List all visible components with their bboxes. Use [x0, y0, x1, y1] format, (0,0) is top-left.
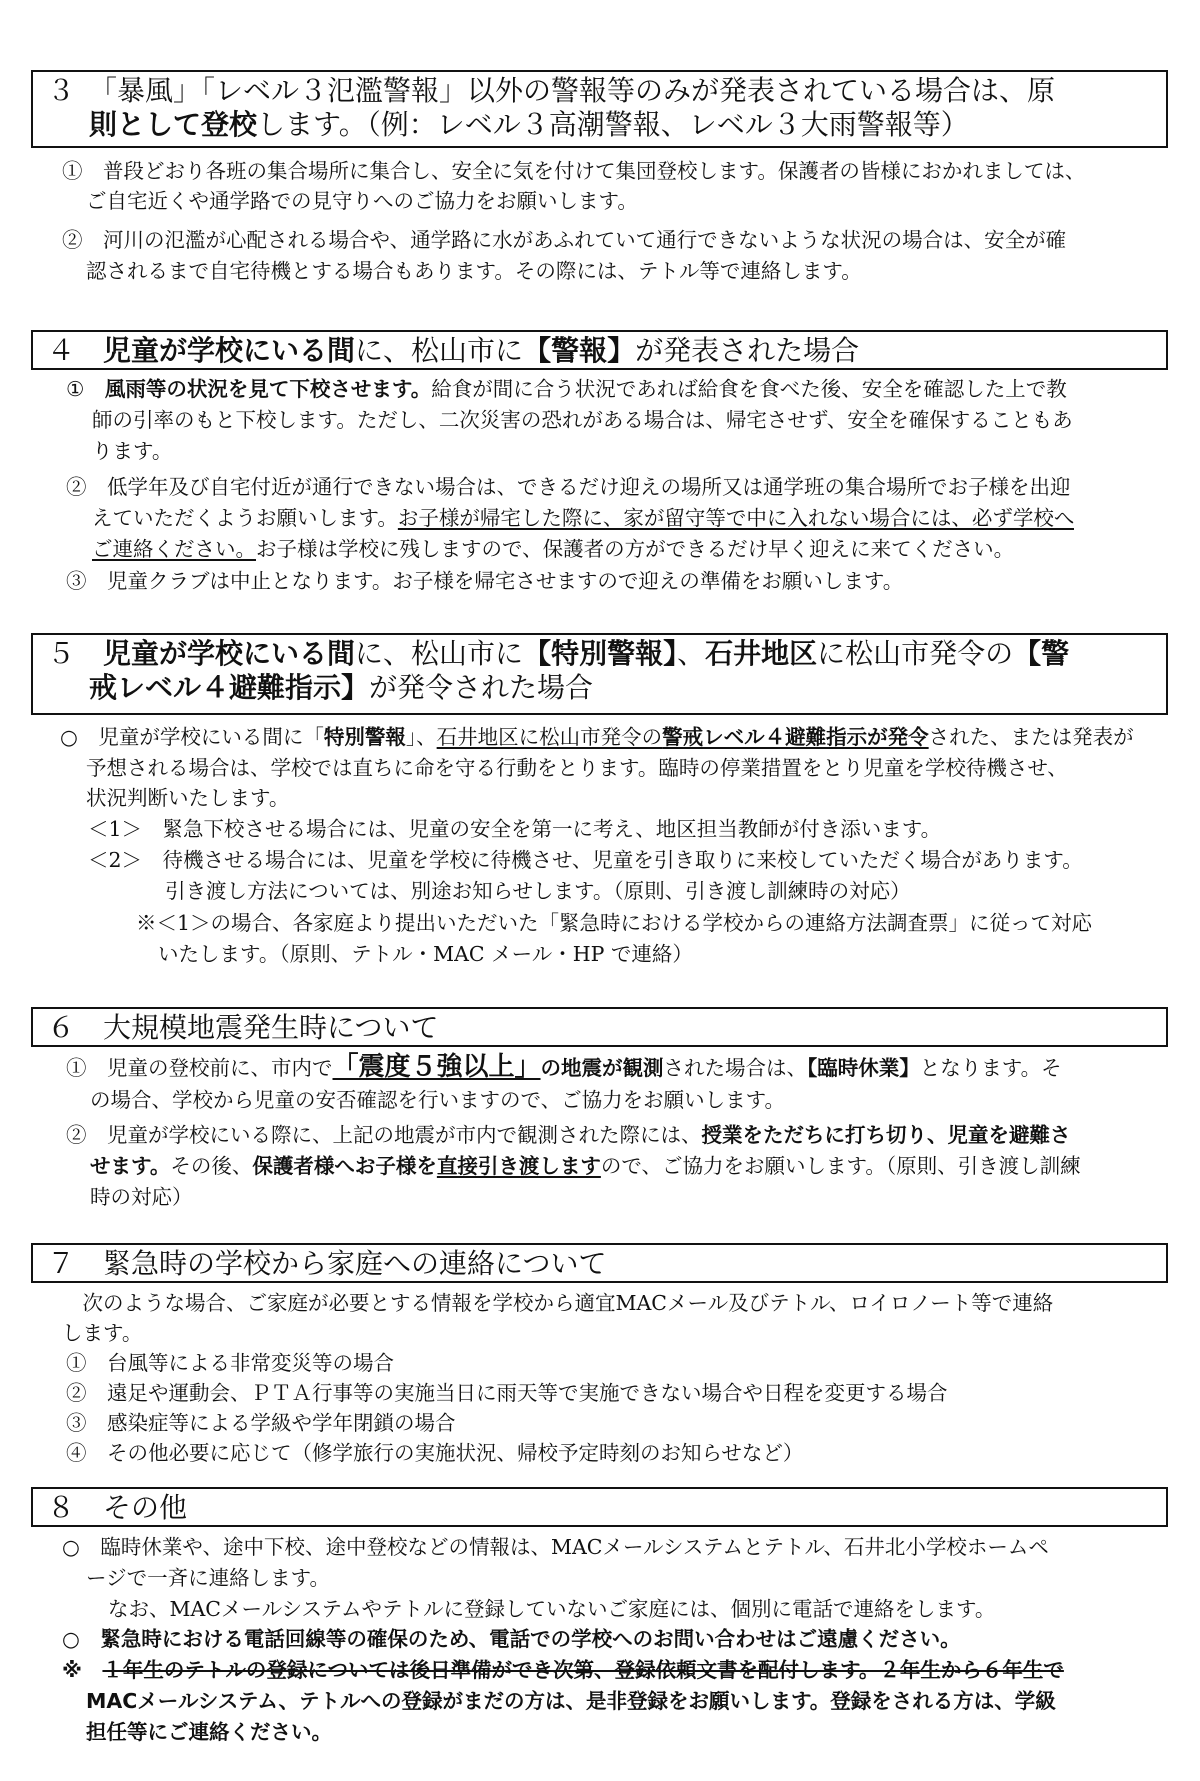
section-6-evacuate-bold-end: せます。: [90, 1154, 171, 1178]
section-5-item-line-2: 予想される場合は、学校では直ちに命を守る行動をとります。臨時の停業措置をとり児童を学校待機させ、: [86, 756, 1068, 780]
section-8-item-2: ○ 緊急時における電話回線等の確保のため、電話での学校へのお問い合わせはご遠慮ください。: [62, 1627, 961, 1651]
section-8-struck-text: １年生のテトルの登録については後日準備ができ次第、登録依頼文書を配付します。２年生から６年生で: [102, 1658, 1064, 1682]
section-4-heading-text-1: に、松山市に: [355, 334, 524, 367]
section-4-heading-line: [47, 334, 1156, 368]
section-7-list-item: ① 台風等による非常変災等の場合: [66, 1351, 394, 1375]
section-5-heading-bold-5: 戒レベル４避難指示】: [89, 671, 370, 704]
section-5-text-2: 」、: [405, 725, 437, 749]
section-4-item-2-text: えていただくようお願いします。: [92, 506, 398, 530]
section-5-heading: [31, 633, 1168, 715]
section-4-item-2-underlined: お子様が帰宅した際に、家が留守等で中に入れない場合には、必ず学校へ: [397, 506, 1075, 530]
section-6-direct-handover-underlined: 直接引き渡します: [436, 1154, 601, 1178]
section-7-list-item: ③ 感染症等による学級や学年閉鎖の場合: [66, 1411, 456, 1435]
section-6-item-1-line-1: [66, 1050, 1062, 1084]
section-6-item-2-line-3: 時の対応）: [90, 1185, 193, 1209]
section-6-intensity-highlight: 「震度５強以上」: [332, 1052, 541, 1082]
section-4-item-2-line-2: [92, 503, 1074, 533]
section-6-observed-bold: の地震が観測: [540, 1056, 664, 1080]
section-4-item-1-line-2: 師の引率のもと下校します。ただし、二次災害の恐れがある場合は、帰宅させず、安全を確保することもあ: [92, 408, 1073, 432]
section-7-intro-line-2: します。: [62, 1321, 143, 1345]
section-6-text-4: ② 児童が学校にいる際に、上記の地震が市内で観測された際には、: [66, 1123, 702, 1147]
section-4-item-1-bold: 風雨等の状況を見て下校させます。: [104, 377, 432, 401]
section-3-item-1-line-1: ① 普段どおり各班の集合場所に集合し、安全に気を付けて集団登校します。保護者の皆様におかれましては、: [62, 159, 1086, 183]
section-3-heading-line-2: [47, 108, 1156, 142]
section-4-item-2-underlined-end: ご連絡ください。: [92, 537, 256, 561]
section-5-subitem-1: ＜1＞ 緊急下校させる場合には、児童の安全を第一に考え、地区担当教師が付き添います。: [88, 817, 942, 841]
section-5-heading-text-3: が発令された場合: [369, 671, 594, 704]
section-6-title: 大規模地震発生時について: [103, 1011, 439, 1044]
section-6-handover-bold: 保護者様へお子様を: [252, 1154, 437, 1178]
section-3-number: ３: [47, 74, 76, 107]
section-4-item-1-line-3: ります。: [92, 439, 173, 463]
section-3-item-1-line-2: ご自宅近くや通学路での見守りへのご協力をお願いします。: [86, 189, 638, 213]
section-8-item-3-line-2: MACメールシステム、テトルへの登録がまだの方は、是非登録をお願いします。登録をされる方は、学級: [86, 1689, 1056, 1713]
section-3-heading-bold: 則として登校: [89, 108, 258, 141]
section-8-item-1-line-3: なお、MACメールシステムやテトルに登録していないご家庭には、個別に電話で連絡をします。: [108, 1597, 996, 1621]
section-3-heading: [31, 70, 1168, 148]
section-4-heading-bold-2: 【警報】: [523, 334, 636, 367]
section-7-number: ７: [47, 1247, 76, 1280]
section-5-heading-bold-1: 児童が学校にいる間: [103, 637, 356, 670]
section-5-subitem-2-line-1: ＜2＞ 待機させる場合には、児童を学校に待機させ、児童を引き取りに来校していただく場合があります。: [88, 848, 1083, 872]
section-6-text-5: その後、: [170, 1154, 253, 1178]
section-5-heading-bold-4: 【警: [1013, 637, 1070, 670]
section-6-text-2: された場合は、: [663, 1056, 808, 1080]
section-4-heading-bold-1: 児童が学校にいる間: [103, 334, 356, 367]
section-7-heading-line: [47, 1247, 1156, 1281]
section-3-item-2-line-1: ② 河川の氾濫が心配される場合や、通学路に水があふれていて通行できないような状況の場合は、安全が確: [62, 228, 1067, 252]
section-6-closure-bold: 【臨時休業】: [807, 1056, 920, 1080]
note-mark: ※: [62, 1658, 103, 1682]
section-8-item-3-line-1: [62, 1655, 1064, 1685]
section-5-heading-line-2: [47, 671, 1156, 705]
section-8-item-3-line-3: 担任等にご連絡ください。: [86, 1720, 332, 1744]
section-6-text-6: ので、ご協力をお願いします。（原則、引き渡し訓練: [600, 1154, 1081, 1178]
section-4-item-1-line-1: [66, 374, 1067, 404]
section-7-intro-line-1: 次のような場合、ご家庭が必要とする情報を学校から適宜MACメール及びテトル、ロイロノート等で連絡: [62, 1291, 1054, 1315]
section-8-heading: [31, 1487, 1168, 1527]
section-4-item-2-text-end: お子様は学校に残しますので、保護者の方ができるだけ早く迎えに来てください。: [256, 537, 1015, 561]
section-7-list-item: ④ その他必要に応じて（修学旅行の実施状況、帰校予定時刻のお知らせなど）: [66, 1441, 804, 1465]
section-5-subitem-2-line-2: 引き渡し方法については、別途お知らせします。（原則、引き渡し訓練時の対応）: [165, 879, 911, 903]
section-7-list-item: ② 遠足や運動会、ＰＴＡ行事等の実施当日に雨天等で実施できない場合や日程を変更する場合: [66, 1381, 948, 1405]
section-5-note-line-2: いたします。（原則、テトル・MAC メール・HP で連絡）: [158, 942, 693, 966]
section-5-heading-bold-2: 【特別警報】: [523, 637, 678, 670]
section-6-heading: [31, 1007, 1168, 1047]
section-7-heading: [31, 1243, 1168, 1283]
section-6-text-1: ① 児童の登校前に、市内で: [66, 1056, 333, 1080]
section-3-heading-text: 「暴風」「レベル３氾濫警報」以外の警報等のみが発表されている場合は、原: [103, 74, 1056, 107]
section-5-heading-comma: 、: [677, 637, 706, 670]
section-4-item-3: ③ 児童クラブは中止となります。お子様を帰宅させますので迎えの準備をお願いします。: [66, 569, 904, 593]
section-6-text-3: となります。そ: [919, 1056, 1062, 1080]
section-6-item-2-line-2: [90, 1151, 1081, 1181]
section-5-heading-bold-3: 石井地区: [705, 637, 818, 670]
section-8-item-1-line-1: ○ 臨時休業や、途中下校、途中登校などの情報は、MACメールシステムとテトル、石井北小学校ホームペ: [62, 1535, 1049, 1559]
section-7-title: 緊急時の学校から家庭への連絡について: [103, 1247, 607, 1280]
section-3-heading-example: します。（例：レベル３高潮警報、レベル３大雨警報等）: [257, 108, 969, 141]
section-8-item-1-line-2: ージで一斉に連絡します。: [86, 1566, 330, 1590]
section-6-heading-line: [47, 1011, 1156, 1045]
section-5-item-line-3: 状況判断いたします。: [86, 786, 290, 810]
section-5-heading-text-2: に松山市発令の: [817, 637, 1014, 670]
section-5-special-warning: 特別警報: [323, 725, 406, 749]
section-4-number: ４: [47, 334, 76, 367]
section-6-evacuate-bold: 授業をただちに打ち切り、児童を避難さ: [701, 1123, 1071, 1147]
section-5-area-underlined: 石井地区に松山市発令の: [436, 725, 663, 749]
section-5-note-line-1: ※＜1＞の場合、各家庭より提出いただいた「緊急時における学校からの連絡方法調査票」に従って対応: [136, 911, 1093, 935]
section-3-heading-line-1: [47, 74, 1156, 108]
section-8-title: その他: [103, 1491, 188, 1524]
section-8-heading-line: [47, 1491, 1156, 1525]
section-6-item-2-line-1: [66, 1120, 1071, 1150]
section-4-heading-text-2: が発表された場合: [635, 334, 860, 367]
section-4-item-2-line-1: ② 低学年及び自宅付近が通行できない場合は、できるだけ迎えの場所又は通学班の集合場所でお子様を出迎: [66, 475, 1071, 499]
section-5-item-line-1: [60, 722, 1134, 752]
section-5-text-1: ○ 児童が学校にいる間に「: [60, 725, 324, 749]
section-5-evacuation-underlined: 警戒レベル４避難指示が発令: [662, 725, 929, 749]
section-4-item-2-line-3: [92, 534, 1014, 564]
section-4-item-1-text: 給食が間に合う状況であれば給食を食べた後、安全を確認した上で教: [431, 377, 1067, 401]
section-5-heading-line-1: [47, 637, 1156, 671]
section-8-number: ８: [47, 1491, 76, 1524]
section-6-item-1-line-2: の場合、学校から児童の安否確認を行いますので、ご協力をお願いします。: [90, 1088, 785, 1112]
section-5-text-3: された、または発表が: [928, 725, 1134, 749]
section-4-heading: [31, 330, 1168, 370]
item-marker: ①: [66, 377, 105, 401]
section-6-number: ６: [47, 1011, 76, 1044]
section-3-item-2-line-2: 認されるまで自宅待機とする場合もあります。その際には、テトル等で連絡します。: [86, 259, 862, 283]
section-5-heading-text-1: に、松山市に: [355, 637, 524, 670]
section-5-number: ５: [47, 637, 76, 670]
